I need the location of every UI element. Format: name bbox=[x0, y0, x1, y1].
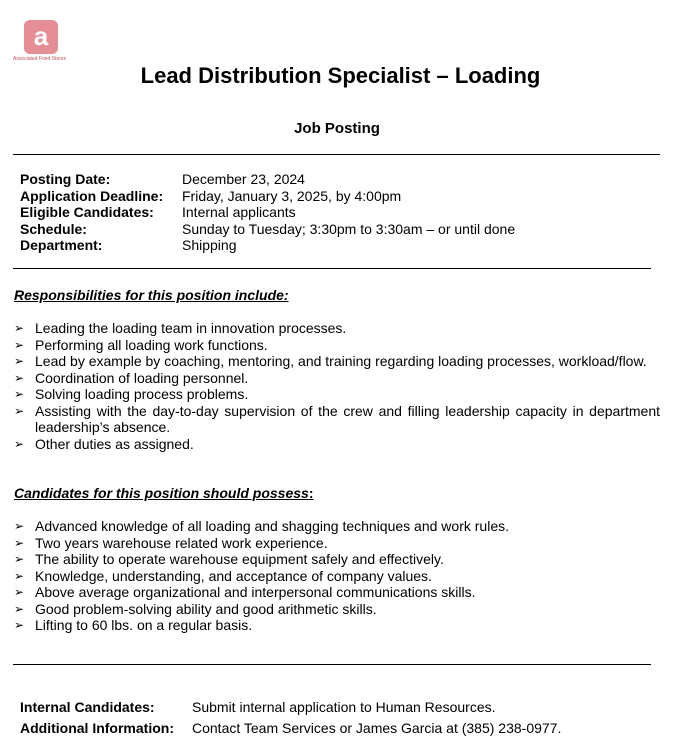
list-item bbox=[14, 617, 660, 634]
detail-label: Application Deadline: bbox=[20, 187, 164, 204]
qualifications-heading bbox=[14, 485, 314, 501]
list-item-text: Lifting to 60 lbs. on a regular basis. bbox=[35, 617, 253, 633]
arrow-bullet-icon: ➢ bbox=[14, 568, 25, 583]
list-item bbox=[14, 551, 660, 568]
job-title: Lead Distribution Specialist – Loading bbox=[140, 63, 541, 88]
posting-details bbox=[20, 171, 515, 254]
arrow-bullet-icon: ➢ bbox=[14, 601, 25, 616]
detail-value: December 23, 2024 bbox=[182, 171, 305, 187]
footer-row-additional-information bbox=[20, 720, 561, 736]
detail-label: Posting Date: bbox=[20, 171, 111, 187]
list-item bbox=[14, 518, 660, 535]
list-item-text: Above average organizational and interpersonal communications skills. bbox=[35, 584, 476, 600]
footer-label: Internal Candidates: bbox=[20, 699, 155, 715]
detail-value: Sunday to Tuesday; 3:30pm to 3:30am – or until done bbox=[182, 220, 516, 237]
list-item-text: Good problem-solving ability and good arithmetic skills. bbox=[35, 600, 377, 617]
arrow-bullet-icon: ➢ bbox=[14, 552, 25, 566]
list-item bbox=[14, 386, 660, 403]
list-item bbox=[14, 353, 660, 370]
footer-row-internal-candidates bbox=[20, 699, 496, 715]
detail-row-department bbox=[20, 237, 515, 254]
list-item-text: Leading the loading team in innovation processes. bbox=[35, 320, 347, 336]
detail-value: Shipping bbox=[182, 237, 237, 253]
divider-details bbox=[13, 268, 651, 269]
list-item-text: Performing all loading work functions. bbox=[35, 336, 268, 353]
job-posting-subtitle: Job Posting bbox=[294, 120, 380, 137]
detail-label: Eligible Candidates: bbox=[20, 204, 154, 220]
arrow-bullet-icon: ➢ bbox=[14, 585, 25, 599]
list-item bbox=[14, 320, 660, 337]
divider-top bbox=[13, 154, 660, 155]
footer-label: Additional Information: bbox=[20, 720, 174, 736]
list-item-text: Lead by example by coaching, mentoring, and training regarding loading processes, workload/flow. bbox=[35, 353, 647, 369]
list-item-text: Two years warehouse related work experience. bbox=[35, 534, 328, 551]
list-item bbox=[14, 436, 660, 453]
logo-caption: Associated Food Stores bbox=[13, 56, 67, 62]
list-item bbox=[14, 337, 660, 354]
arrow-bullet-icon: ➢ bbox=[14, 436, 25, 451]
list-item-text: Advanced knowledge of all loading and shagging techniques and work rules. bbox=[35, 518, 509, 534]
arrow-bullet-icon: ➢ bbox=[14, 321, 25, 335]
list-item-text: The ability to operate warehouse equipment safely and effectively. bbox=[35, 551, 444, 567]
detail-value: Internal applicants bbox=[182, 204, 296, 220]
detail-label: Department: bbox=[20, 237, 103, 253]
list-item-text: Assisting with the day-to-day supervision of the crew and filling leadership capacity in department leadership’s absence. bbox=[35, 402, 660, 435]
arrow-bullet-icon: ➢ bbox=[14, 535, 25, 550]
list-item bbox=[14, 601, 660, 618]
arrow-bullet-icon: ➢ bbox=[14, 519, 25, 533]
arrow-bullet-icon: ➢ bbox=[14, 370, 25, 385]
logo-mark bbox=[24, 20, 58, 54]
list-item-text: Other duties as assigned. bbox=[35, 435, 194, 452]
list-item-text: Solving loading process problems. bbox=[35, 386, 249, 402]
list-item bbox=[14, 584, 660, 601]
list-item-text: Coordination of loading personnel. bbox=[35, 369, 249, 386]
qualifications-heading-colon: : bbox=[308, 485, 314, 501]
arrow-bullet-icon: ➢ bbox=[14, 337, 25, 352]
qualifications-heading-text: Candidates for this position should possess bbox=[14, 485, 309, 501]
qualifications-list bbox=[14, 518, 660, 634]
list-item bbox=[14, 403, 660, 436]
list-item bbox=[14, 535, 660, 552]
arrow-bullet-icon: ➢ bbox=[14, 387, 25, 401]
footer-value: Submit internal application to Human Resources. bbox=[192, 699, 496, 715]
logo-glyph: a bbox=[33, 21, 49, 51]
detail-label: Schedule: bbox=[20, 220, 87, 237]
divider-bottom bbox=[13, 664, 651, 665]
detail-row-eligible-candidates bbox=[20, 204, 515, 221]
arrow-bullet-icon: ➢ bbox=[14, 354, 25, 368]
list-item bbox=[14, 568, 660, 585]
detail-row-posting-date bbox=[20, 171, 515, 188]
arrow-bullet-icon: ➢ bbox=[14, 618, 25, 632]
responsibilities-list bbox=[14, 320, 660, 452]
footer-value: Contact Team Services or James Garcia at (385) 238-0977. bbox=[192, 720, 562, 736]
detail-row-application-deadline bbox=[20, 188, 515, 205]
list-item bbox=[14, 370, 660, 387]
list-item-text: Knowledge, understanding, and acceptance of company values. bbox=[35, 567, 432, 584]
arrow-bullet-icon: ➢ bbox=[14, 403, 25, 418]
detail-value: Friday, January 3, 2025, by 4:00pm bbox=[182, 187, 402, 204]
responsibilities-heading: Responsibilities for this position include: bbox=[14, 287, 289, 303]
detail-row-schedule bbox=[20, 221, 515, 238]
